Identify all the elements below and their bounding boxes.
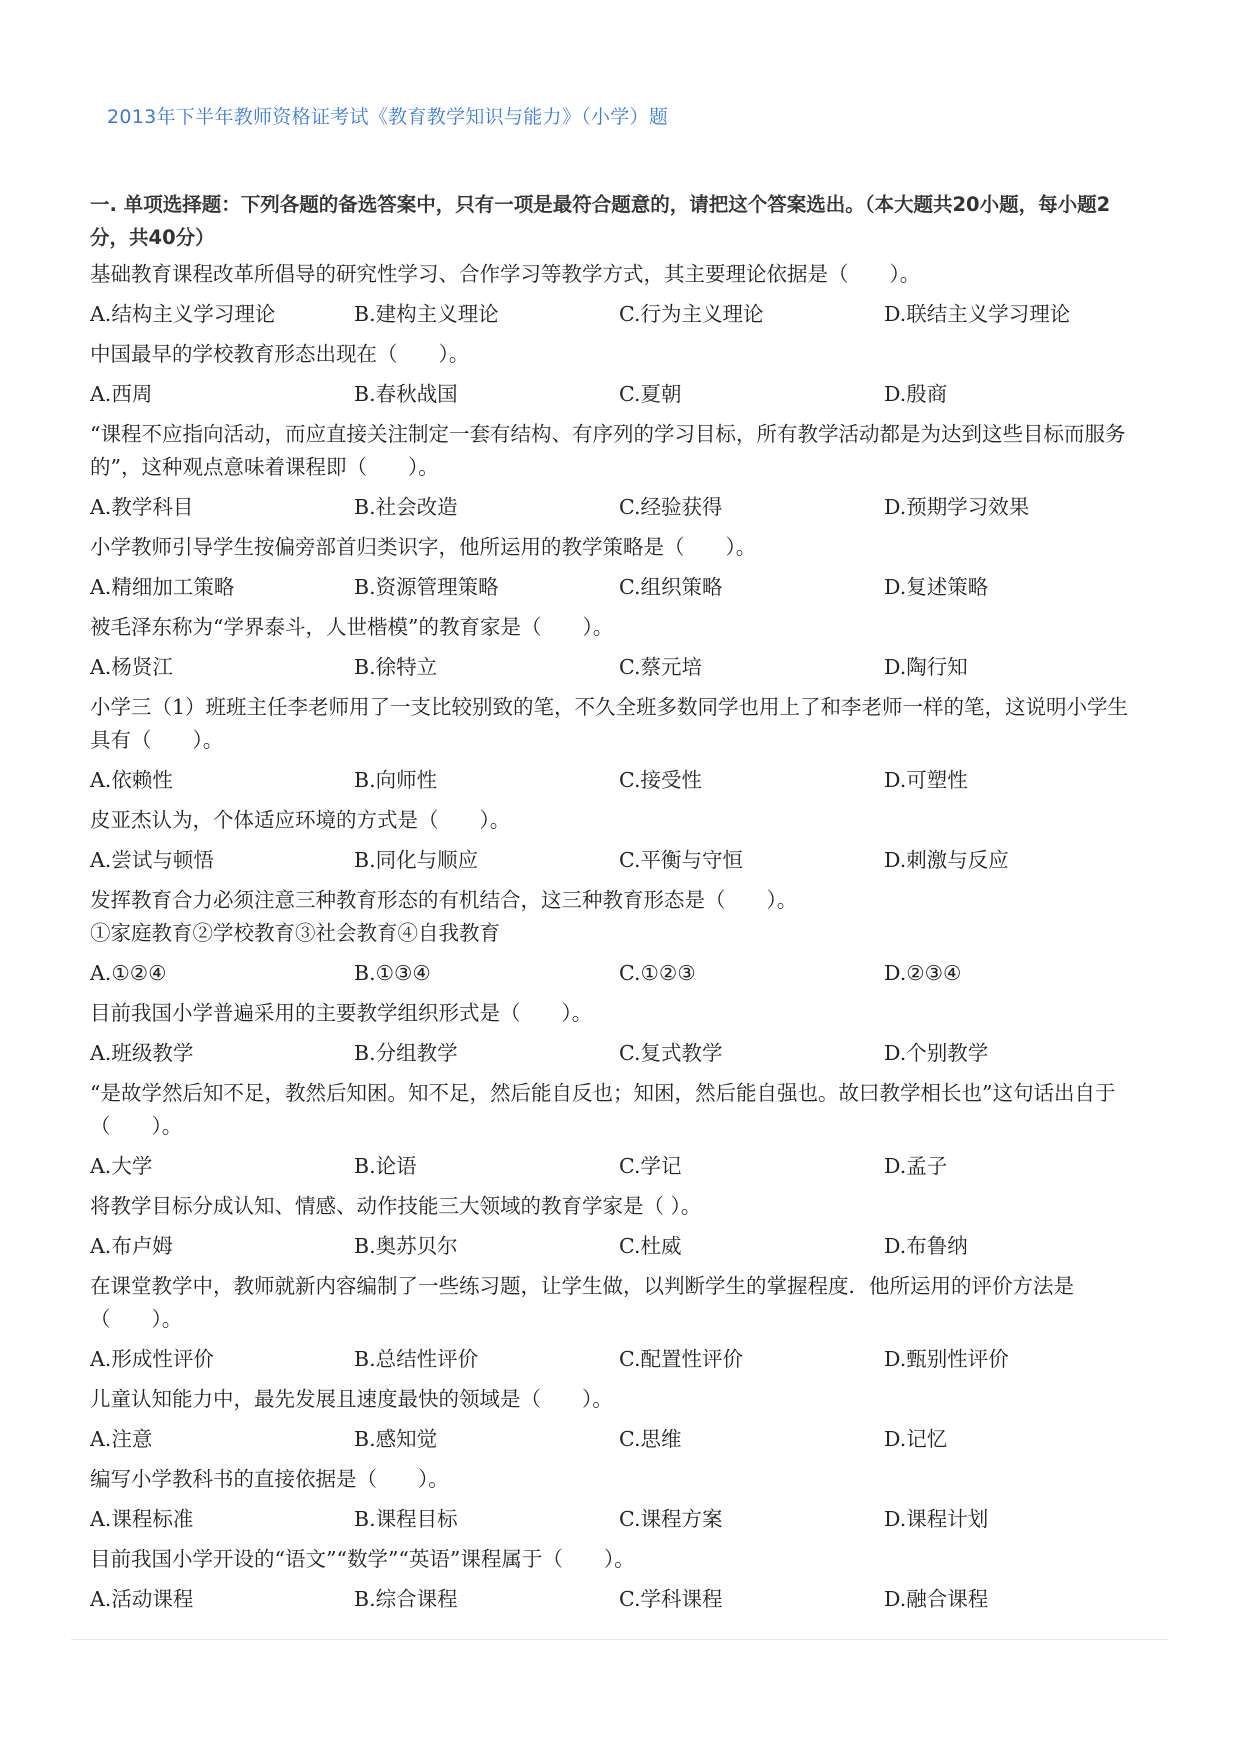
answer-option: A.精细加工策略: [90, 575, 235, 599]
answer-option: D.融合课程: [884, 1587, 989, 1611]
answer-option: D.孟子: [884, 1154, 948, 1178]
answer-option: C.复式教学: [619, 1041, 723, 1065]
answer-options: [0, 1230, 1240, 1263]
question-text: 被毛泽东称为“学界泰斗，人世楷模”的教育家是（ ）。: [90, 615, 614, 639]
answer-options: [0, 571, 1240, 604]
question-text: 小学教师引导学生按偏旁部首归类识字，他所运用的教学策略是（ ）。: [90, 535, 757, 559]
question: [0, 258, 1140, 291]
answer-option: B.徐特立: [354, 655, 438, 679]
answer-option: A.注意: [90, 1427, 153, 1451]
question-text: 在课堂教学中，教师就新内容编制了一些练习题，让学生做，以判断学生的掌握程度．他所运用的评价方法是（ ）。: [90, 1274, 1074, 1331]
answer-option: B.资源管理策略: [354, 575, 499, 599]
question-text: 将教学目标分成认知、情感、动作技能三大领域的教育学家是（ ）。: [90, 1194, 702, 1218]
answer-option: A.结构主义学习理论: [90, 302, 276, 326]
question-text: 目前我国小学开设的“语文”“数学”“英语”课程属于（ ）。: [90, 1547, 635, 1571]
answer-option: B.感知觉: [354, 1427, 438, 1451]
question: [0, 1463, 1140, 1496]
answer-option: C.夏朝: [619, 382, 682, 406]
answer-option: B.社会改造: [354, 495, 458, 519]
divider: [71, 1639, 1168, 1640]
answer-option: D.刺激与反应: [884, 848, 1009, 872]
answer-option: A.活动课程: [90, 1587, 194, 1611]
question: [0, 1383, 1140, 1416]
answer-options: [0, 378, 1240, 411]
question: [0, 691, 1140, 757]
question-text: 基础教育课程改革所倡导的研究性学习、合作学习等教学方式，其主要理论依据是（ ）。: [90, 262, 921, 286]
section-heading: 一. 单项选择题：下列各题的备选答案中，只有一项是最符合题意的，请把这个答案选出。（本大题共20小题，每小题2分，共40分）: [90, 193, 1111, 249]
answer-option: B.分组教学: [354, 1041, 458, 1065]
answer-option: B.综合课程: [354, 1587, 458, 1611]
answer-options: [0, 491, 1240, 524]
question-list: [0, 258, 1240, 1616]
answer-options: [0, 1150, 1240, 1183]
question: [0, 884, 1140, 950]
answer-option: A.杨贤江: [90, 655, 173, 679]
answer-option: C.课程方案: [619, 1507, 723, 1531]
answer-option: B.①③④: [354, 961, 431, 985]
answer-option: D.记忆: [884, 1427, 948, 1451]
answer-option: D.殷商: [884, 382, 948, 406]
answer-option: A.布卢姆: [90, 1234, 173, 1258]
answer-option: C.平衡与守恒: [619, 848, 743, 872]
answer-option: D.②③④: [884, 961, 962, 985]
question: [0, 418, 1140, 484]
answer-option: B.课程目标: [354, 1507, 458, 1531]
question-text: 目前我国小学普遍采用的主要教学组织形式是（ ）。: [90, 1001, 593, 1025]
answer-option: C.蔡元培: [619, 655, 702, 679]
answer-option: B.同化与顺应: [354, 848, 479, 872]
answer-option: C.组织策略: [619, 575, 723, 599]
answer-options: [0, 1503, 1240, 1536]
answer-option: B.奥苏贝尔: [354, 1234, 458, 1258]
answer-option: D.课程计划: [884, 1507, 989, 1531]
answer-option: A.大学: [90, 1154, 153, 1178]
answer-options: [0, 651, 1240, 684]
question: [0, 1077, 1140, 1143]
answer-option: A.①②④: [90, 961, 167, 985]
answer-option: A.尝试与顿悟: [90, 848, 214, 872]
question: [0, 531, 1140, 564]
answer-option: A.课程标准: [90, 1507, 194, 1531]
answer-option: B.春秋战国: [354, 382, 458, 406]
answer-option: C.经验获得: [619, 495, 723, 519]
answer-option: C.配置性评价: [619, 1347, 743, 1371]
document-title: 2013年下半年教师资格证考试《教育教学知识与能力》（小学）题: [107, 106, 669, 128]
question-text: 中国最早的学校教育形态出现在（ ）。: [90, 342, 470, 366]
answer-option: C.接受性: [619, 768, 702, 792]
question-text: 皮亚杰认为，个体适应环境的方式是（ ）。: [90, 808, 511, 832]
answer-option: C.学科课程: [619, 1587, 723, 1611]
question: [0, 611, 1140, 644]
question: [0, 1190, 1140, 1223]
answer-option: A.依赖性: [90, 768, 173, 792]
question-text: 编写小学教科书的直接依据是（ ）。: [90, 1467, 449, 1491]
answer-options: [0, 844, 1240, 877]
answer-option: A.教学科目: [90, 495, 194, 519]
question: [0, 338, 1140, 371]
question: [0, 1270, 1140, 1336]
answer-options: [0, 1583, 1240, 1616]
question-text: 儿童认知能力中，最先发展且速度最快的领域是（ ）。: [90, 1387, 613, 1411]
answer-option: B.建构主义理论: [354, 302, 499, 326]
answer-option: B.论语: [354, 1154, 417, 1178]
question: [0, 997, 1140, 1030]
answer-option: D.甄别性评价: [884, 1347, 1009, 1371]
question: [0, 804, 1140, 837]
answer-option: D.联结主义学习理论: [884, 302, 1071, 326]
question-text: 小学三（1）班班主任李老师用了一支比较别致的笔，不久全班多数同学也用上了和李老师一样的笔，这说明小学生具有（ ）。: [90, 695, 1129, 752]
answer-option: D.复述策略: [884, 575, 989, 599]
answer-option: C.学记: [619, 1154, 682, 1178]
answer-option: D.可塑性: [884, 768, 968, 792]
answer-options: [0, 957, 1240, 990]
answer-option: C.思维: [619, 1427, 682, 1451]
answer-option: C.杜威: [619, 1234, 682, 1258]
question-statements: ①家庭教育②学校教育③社会教育④自我教育: [90, 921, 500, 945]
answer-option: A.形成性评价: [90, 1347, 214, 1371]
answer-option: A.西周: [90, 382, 153, 406]
answer-option: D.布鲁纳: [884, 1234, 968, 1258]
answer-option: D.个别教学: [884, 1041, 989, 1065]
answer-option: D.预期学习效果: [884, 495, 1030, 519]
answer-option: D.陶行知: [884, 655, 968, 679]
answer-options: [0, 298, 1240, 331]
answer-options: [0, 1037, 1240, 1070]
answer-option: B.向师性: [354, 768, 438, 792]
answer-option: A.班级教学: [90, 1041, 194, 1065]
answer-option: B.总结性评价: [354, 1347, 479, 1371]
question-text: “是故学然后知不足，教然后知困。知不足，然后能自反也；知困，然后能自强也。故曰教学相长也”这句话出自于（ ）。: [90, 1081, 1116, 1138]
question: [0, 1543, 1140, 1576]
question-text: “课程不应指向活动，而应直接关注制定一套有结构、有序列的学习目标，所有教学活动都是为达到这些目标而服务的”，这种观点意味着课程即（ ）。: [90, 422, 1126, 479]
question-text: 发挥教育合力必须注意三种教育形态的有机结合，这三种教育形态是（ ）。: [90, 888, 798, 912]
answer-options: [0, 764, 1240, 797]
answer-options: [0, 1423, 1240, 1456]
answer-option: C.行为主义理论: [619, 302, 764, 326]
answer-option: C.①②③: [619, 961, 696, 985]
answer-options: [0, 1343, 1240, 1376]
